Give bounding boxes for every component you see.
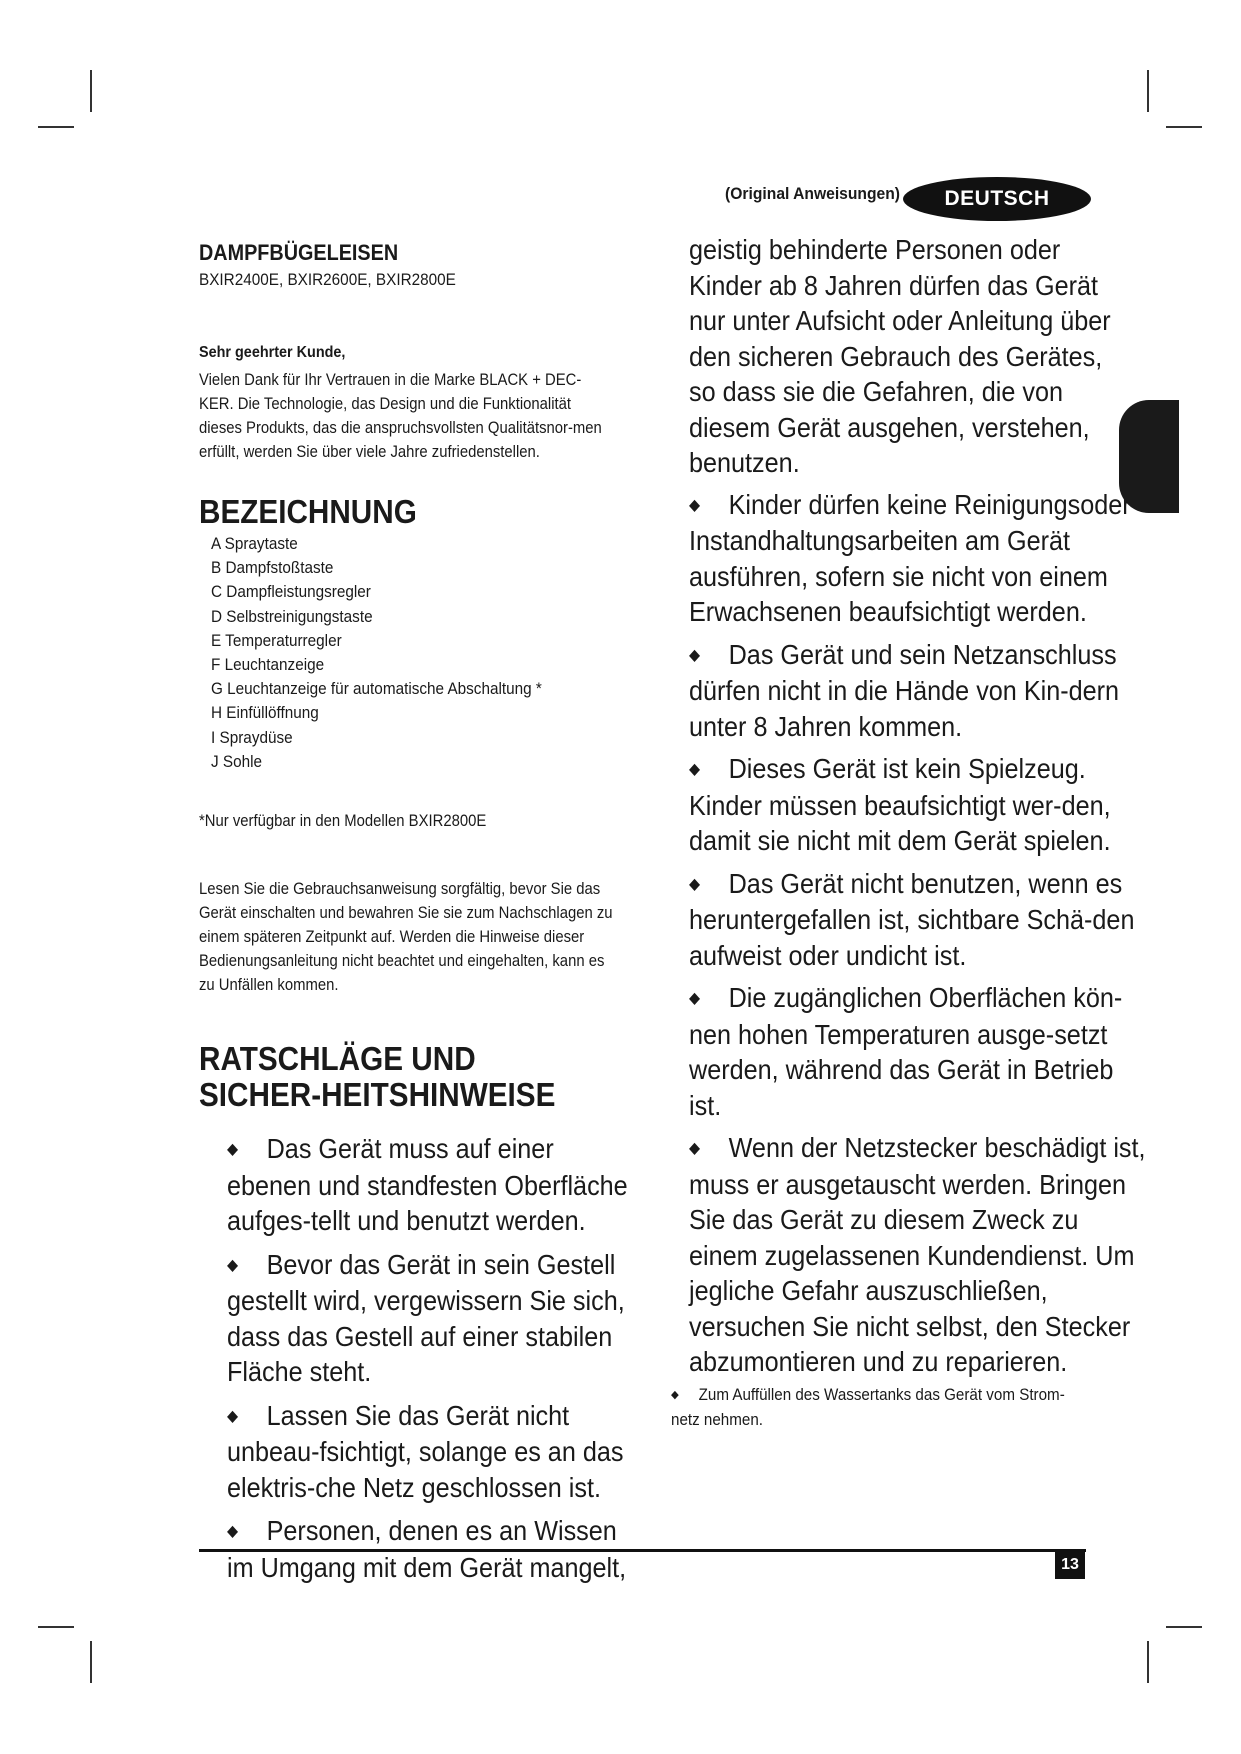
language-badge: DEUTSCH bbox=[903, 177, 1091, 221]
crop-mark bbox=[1166, 1626, 1202, 1628]
part-item: I Spraydüse bbox=[211, 727, 293, 747]
crop-mark bbox=[1147, 70, 1149, 112]
safety-item: ◆ Kinder dürfen keine Reinigungsoder Instandhaltungsarbeiten am Gerät ausführen, sofern sie nicht von einem Erwachsenen beaufsichtigt werden. bbox=[689, 488, 1131, 627]
safety-list-left bbox=[227, 1131, 687, 1585]
crop-mark bbox=[1147, 1641, 1149, 1683]
original-instructions-note: (Original Anweisungen) bbox=[725, 184, 900, 203]
model-numbers: BXIR2400E, BXIR2600E, BXIR2800E bbox=[199, 270, 456, 289]
intro-paragraph: Vielen Dank für Ihr Vertrauen in die Marke BLACK + DEC-KER. Die Technologie, das Design und die Funktionalität dieses Produkts, das die anspruchsvollsten Qualitätsnor-men erfüllt, werden Sie über viele Jahre zufriedenstellen. bbox=[199, 371, 602, 461]
part-item: C Dampfleistungsregler bbox=[211, 582, 371, 602]
diamond-bullet-icon: ◆ bbox=[689, 1140, 701, 1157]
diamond-bullet-icon: ◆ bbox=[689, 646, 701, 664]
crop-mark bbox=[90, 70, 92, 112]
greeting: Sehr geehrter Kunde, bbox=[199, 344, 346, 361]
safety-item: ◆ Das Gerät und sein Netzanschluss dürfen nicht in die Hände von Kin-dern unter 8 Jahren kommen. bbox=[689, 638, 1120, 742]
right-column bbox=[671, 232, 1146, 1433]
crop-mark bbox=[38, 126, 74, 128]
bezeichnung-heading: BEZEICHNUNG bbox=[199, 493, 417, 530]
crop-mark bbox=[1166, 126, 1202, 128]
part-item: A Spraytaste bbox=[211, 534, 298, 553]
diamond-bullet-icon: ◆ bbox=[227, 1407, 239, 1425]
diamond-bullet-icon: ◆ bbox=[227, 1523, 239, 1541]
part-item: H Einfüllöffnung bbox=[211, 703, 319, 723]
part-item: B Dampfstoßtaste bbox=[211, 558, 334, 578]
part-item: G Leuchtanzeige für automatische Abschaltung * bbox=[211, 679, 542, 699]
part-item: E Temperaturregler bbox=[211, 630, 342, 650]
part-item: D Selbstreinigungstaste bbox=[211, 606, 373, 626]
parts-list bbox=[211, 532, 614, 774]
safety-item: ◆ Personen, denen es an Wissen im Umgang mit dem Gerät mangelt, bbox=[227, 1515, 627, 1583]
page-number: 13 bbox=[1055, 1550, 1085, 1579]
read-instructions-paragraph: Lesen Sie die Gebrauchsanweisung sorgfältig, bevor Sie das Gerät einschalten und bewahren Sie sie zum Nachschlagen zu einem späteren Zeitpunkt auf. Werden die Hinweise dieser Bedienungsanleitung nicht beachtet und eingehalten, kann es zu Unfällen kommen. bbox=[199, 880, 613, 995]
diamond-bullet-icon: ◆ bbox=[689, 875, 701, 893]
left-column bbox=[199, 232, 659, 1593]
water-tank-note: ◆ Zum Auffüllen des Wassertanks das Gerät vom Strom-netz nehmen. bbox=[671, 1383, 1076, 1433]
diamond-bullet-icon: ◆ bbox=[689, 761, 701, 778]
footer-rule bbox=[199, 1549, 1086, 1552]
continued-safety-text: geistig behinderte Personen oder Kinder ab 8 Jahren dürfen das Gerät nur unter Aufsicht oder Anleitung über den sicheren Gebrauch des Gerätes, so dass sie die Gefahren, die von diesem Gerät ausgehen, verstehen, benutzen. bbox=[689, 234, 1111, 478]
safety-item: ◆ Das Gerät nicht benutzen, wenn es heruntergefallen ist, sichtbare Schä-den aufweist oder undicht ist. bbox=[689, 867, 1135, 971]
crop-mark bbox=[90, 1641, 92, 1683]
crop-mark bbox=[38, 1626, 74, 1628]
safety-list-right bbox=[689, 487, 1146, 1380]
safety-item: ◆ Lassen Sie das Gerät nicht unbeau-fsichtigt, solange es an das elektris-che Netz geschlossen ist. bbox=[227, 1399, 624, 1503]
safety-item: ◆ Das Gerät muss auf einer ebenen und standfesten Oberfläche aufges-tellt und benutzt werden. bbox=[227, 1133, 628, 1237]
part-item: J Sohle bbox=[211, 751, 263, 771]
safety-item: ◆ Bevor das Gerät in sein Gestell gestellt wird, vergewissern Sie sich, dass das Gestell auf einer stabilen Fläche steht. bbox=[227, 1248, 625, 1388]
diamond-bullet-icon: ◆ bbox=[227, 1256, 239, 1274]
product-title: DAMPFBÜGELEISEN bbox=[199, 240, 399, 265]
safety-item: ◆ Die zugänglichen Oberflächen kön-nen hohen Temperaturen ausge-setzt werden, während das Gerät in Betrieb ist. bbox=[689, 982, 1123, 1121]
diamond-bullet-icon: ◆ bbox=[227, 1141, 239, 1159]
diamond-bullet-icon: ◆ bbox=[689, 496, 701, 514]
diamond-bullet-icon: ◆ bbox=[689, 990, 701, 1007]
safety-item: ◆ Dieses Gerät ist kein Spielzeug. Kinder müssen beaufsichtigt wer-den, damit sie nicht mit dem Gerät spielen. bbox=[689, 753, 1111, 856]
part-item: F Leuchtanzeige bbox=[211, 655, 325, 675]
safety-heading: RATSCHLÄGE UND SICHER-HEITSHINWEISE bbox=[199, 1040, 556, 1114]
model-footnote: *Nur verfügbar in den Modellen BXIR2800E bbox=[199, 812, 487, 831]
diamond-bullet-icon: ◆ bbox=[671, 1388, 679, 1401]
safety-item: ◆ Wenn der Netzstecker beschädigt ist, muss er ausgetauscht werden. Bringen Sie das Gerät zu diesem Zweck zu einem zugelassenen Kundendienst. Um jegliche Gefahr auszuschließen, versuchen Sie nicht selbst, den Stecker abzumontieren und zu reparieren. bbox=[689, 1132, 1146, 1377]
